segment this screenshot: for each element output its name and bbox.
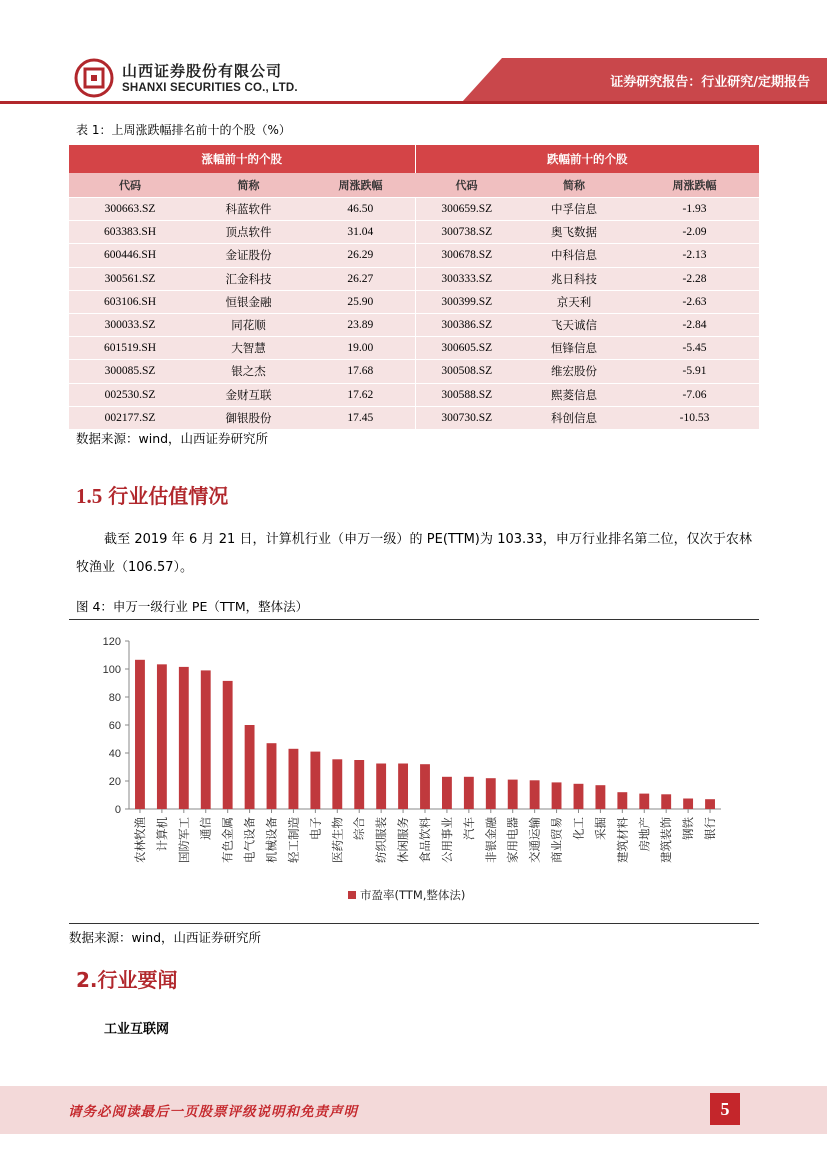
- table-cell: 奥飞数据: [518, 221, 630, 244]
- x-tick-label: 公用事业: [439, 817, 454, 863]
- table-cell: 300730.SZ: [415, 406, 518, 429]
- table-cell: 300399.SZ: [415, 290, 518, 313]
- table-cell: -2.63: [630, 290, 759, 313]
- table-cell: 601519.SH: [69, 337, 191, 360]
- legend-label: 市盈率(TTM,整体法): [360, 888, 466, 902]
- table-cell: 17.45: [306, 406, 415, 429]
- table-row: [69, 360, 759, 383]
- column-header: 周涨跌幅: [630, 173, 759, 198]
- chart-bar: [595, 785, 605, 809]
- table-cell: 19.00: [306, 337, 415, 360]
- table-cell: 600446.SH: [69, 244, 191, 267]
- report-type: 证券研究报告：行业研究/定期报告: [610, 75, 810, 90]
- table-caption: 表 1：上周涨跌幅排名前十的个股（%）: [76, 123, 291, 137]
- table-cell: 恒锋信息: [518, 337, 630, 360]
- x-tick-label: 计算机: [154, 817, 169, 852]
- y-tick-label: 80: [108, 692, 121, 704]
- group-header-up: 涨幅前十的个股: [69, 145, 415, 173]
- column-header: 简称: [518, 173, 630, 198]
- table-cell: 汇金科技: [191, 267, 306, 290]
- table-cell: -10.53: [630, 406, 759, 429]
- table-cell: -2.84: [630, 313, 759, 336]
- chart-bar: [420, 764, 430, 809]
- chart-bar: [245, 725, 255, 809]
- table-row: [69, 221, 759, 244]
- chart-bar: [574, 784, 584, 809]
- table-cell: 飞天诚信: [518, 313, 630, 336]
- company-logo-icon: [74, 58, 114, 98]
- x-tick-label: 银行: [703, 817, 718, 840]
- x-tick-label: 农林牧渔: [132, 817, 147, 863]
- company-name-cn: 山西证券股份有限公司: [122, 62, 283, 80]
- table-cell: 300663.SZ: [69, 198, 191, 221]
- chart-bar: [332, 759, 342, 809]
- chart-bar: [398, 764, 408, 810]
- column-header: 周涨跌幅: [306, 173, 415, 198]
- chart-bar: [508, 780, 518, 809]
- table-cell: 002177.SZ: [69, 406, 191, 429]
- disclaimer-notice: 请务必阅读最后一页股票评级说明和免责声明: [68, 1104, 358, 1120]
- x-tick-label: 医药生物: [330, 817, 345, 863]
- table-cell: 科创信息: [518, 406, 630, 429]
- table-cell: 300605.SZ: [415, 337, 518, 360]
- table-cell: 46.50: [306, 198, 415, 221]
- chart-bar: [661, 794, 671, 809]
- table-cell: 31.04: [306, 221, 415, 244]
- chart-bar: [552, 782, 562, 809]
- chart-bar: [289, 749, 299, 809]
- table-cell: 恒银金融: [191, 290, 306, 313]
- table-cell: 顶点软件: [191, 221, 306, 244]
- chart-bar: [464, 777, 474, 809]
- chart-bar: [486, 778, 496, 809]
- x-tick-label: 电子: [308, 817, 323, 840]
- table-row: [69, 244, 759, 267]
- figure-source: 数据来源：wind，山西证券研究所: [69, 930, 262, 945]
- table-cell: 京天利: [518, 290, 630, 313]
- x-tick-label: 休闲服务: [396, 817, 411, 863]
- table-cell: -5.45: [630, 337, 759, 360]
- table-cell: 金证股份: [191, 244, 306, 267]
- column-header: 简称: [191, 173, 306, 198]
- section-number: 1.5: [76, 484, 103, 508]
- chart-bar: [530, 780, 540, 809]
- y-tick-label: 100: [102, 664, 121, 676]
- chart-bar: [354, 760, 364, 809]
- table-row: [69, 406, 759, 429]
- column-header: 代码: [415, 173, 518, 198]
- table-cell: -7.06: [630, 383, 759, 406]
- x-tick-label: 家用电器: [505, 817, 520, 863]
- x-tick-label: 轻工制造: [286, 817, 301, 863]
- table-cell: 维宏股份: [518, 360, 630, 383]
- x-tick-label: 房地产: [637, 817, 652, 852]
- industry-pe-bar-chart: [69, 620, 759, 923]
- chart-bar: [683, 799, 693, 810]
- table-cell: 兆日科技: [518, 267, 630, 290]
- x-tick-label: 钢铁: [681, 817, 696, 840]
- table-cell: -1.93: [630, 198, 759, 221]
- column-header: 代码: [69, 173, 191, 198]
- table-cell: 26.27: [306, 267, 415, 290]
- company-name-en: SHANXI SECURITIES CO., LTD.: [122, 82, 298, 94]
- table-cell: 002530.SZ: [69, 383, 191, 406]
- x-tick-label: 交通运输: [527, 817, 542, 863]
- x-tick-label: 食品饮料: [418, 817, 432, 863]
- y-tick-label: 120: [102, 636, 121, 648]
- table-cell: 大智慧: [191, 337, 306, 360]
- table-row: [69, 290, 759, 313]
- x-tick-label: 采掘: [593, 817, 608, 840]
- table-cell: 御银股份: [191, 406, 306, 429]
- x-tick-label: 综合: [352, 817, 367, 840]
- table-cell: 603106.SH: [69, 290, 191, 313]
- table-cell: 300085.SZ: [69, 360, 191, 383]
- figure-bottom-rule: [69, 923, 759, 924]
- y-tick-label: 60: [108, 720, 121, 732]
- section-heading: [76, 480, 228, 509]
- x-tick-label: 建筑装饰: [659, 817, 674, 863]
- x-tick-label: 国防军工: [176, 817, 191, 863]
- table-row: [69, 313, 759, 336]
- table-cell: 金财互联: [191, 383, 306, 406]
- x-tick-label: 机械设备: [264, 817, 279, 863]
- table-cell: 300738.SZ: [415, 221, 518, 244]
- section-title: 行业估值情况: [108, 484, 229, 508]
- table-row: [69, 267, 759, 290]
- header-divider: [0, 101, 827, 104]
- table-cell: 300588.SZ: [415, 383, 518, 406]
- table-cell: 300386.SZ: [415, 313, 518, 336]
- figure-caption: 图 4：申万一级行业 PE（TTM，整体法）: [76, 599, 309, 614]
- stock-movers-table: [69, 145, 759, 429]
- x-tick-label: 建筑材料: [615, 817, 630, 863]
- table-cell: 300561.SZ: [69, 267, 191, 290]
- table-cell: 科蓝软件: [191, 198, 306, 221]
- x-tick-label: 有色金属: [220, 817, 235, 863]
- table-cell: -2.13: [630, 244, 759, 267]
- x-tick-label: 汽车: [461, 817, 476, 840]
- section-heading: 2.行业要闻: [76, 968, 178, 992]
- chart-bar: [223, 681, 233, 809]
- table-cell: -2.28: [630, 267, 759, 290]
- table-cell: 300333.SZ: [415, 267, 518, 290]
- table-cell: 17.68: [306, 360, 415, 383]
- table-cell: 熙菱信息: [518, 383, 630, 406]
- x-tick-label: 化工: [571, 817, 586, 840]
- body-paragraph: 截至 2019 年 6 月 21 日，计算机行业（申万一级）的 PE(TTM)为 103.33，申万行业排名第二位，仅次于农林牧渔业（106.57）。: [76, 532, 752, 575]
- table-source: 数据来源：wind，山西证券研究所: [76, 431, 269, 446]
- chart-bar: [310, 752, 320, 809]
- chart-bar: [135, 660, 145, 809]
- y-tick-label: 0: [114, 804, 121, 816]
- table-cell: 中科信息: [518, 244, 630, 267]
- sub-heading: 工业互联网: [104, 1022, 170, 1037]
- table-cell: 23.89: [306, 313, 415, 336]
- table-cell: 中孚信息: [518, 198, 630, 221]
- legend-swatch: [348, 891, 356, 899]
- table-row: [69, 383, 759, 406]
- table-cell: 300508.SZ: [415, 360, 518, 383]
- chart-bar: [267, 743, 277, 809]
- table-row: [69, 198, 759, 221]
- table-cell: 银之杰: [191, 360, 306, 383]
- chart-bar: [157, 664, 167, 809]
- table-cell: 300033.SZ: [69, 313, 191, 336]
- table-cell: 26.29: [306, 244, 415, 267]
- table-cell: 300659.SZ: [415, 198, 518, 221]
- table-cell: 同花顺: [191, 313, 306, 336]
- table-cell: 25.90: [306, 290, 415, 313]
- table-cell: -5.91: [630, 360, 759, 383]
- page-number: 5: [710, 1093, 740, 1125]
- chart-bar: [179, 667, 189, 809]
- x-tick-label: 电气设备: [242, 817, 257, 863]
- table-cell: -2.09: [630, 221, 759, 244]
- table-cell: 300678.SZ: [415, 244, 518, 267]
- table-cell: 603383.SH: [69, 221, 191, 244]
- group-header-down: 跌幅前十的个股: [415, 145, 759, 173]
- chart-bar: [639, 794, 649, 809]
- y-tick-label: 40: [108, 748, 121, 760]
- chart-bar: [705, 799, 715, 809]
- x-tick-label: 通信: [198, 817, 213, 840]
- table-row: [69, 337, 759, 360]
- x-tick-label: 非银金融: [483, 817, 498, 863]
- chart-bar: [442, 777, 452, 809]
- table-cell: 17.62: [306, 383, 415, 406]
- x-tick-label: 纺织服装: [374, 817, 389, 863]
- y-tick-label: 20: [108, 776, 121, 788]
- x-tick-label: 商业贸易: [549, 817, 564, 863]
- chart-bar: [201, 670, 211, 809]
- chart-bar: [617, 792, 627, 809]
- page-header: [0, 0, 827, 110]
- chart-bar: [376, 764, 386, 810]
